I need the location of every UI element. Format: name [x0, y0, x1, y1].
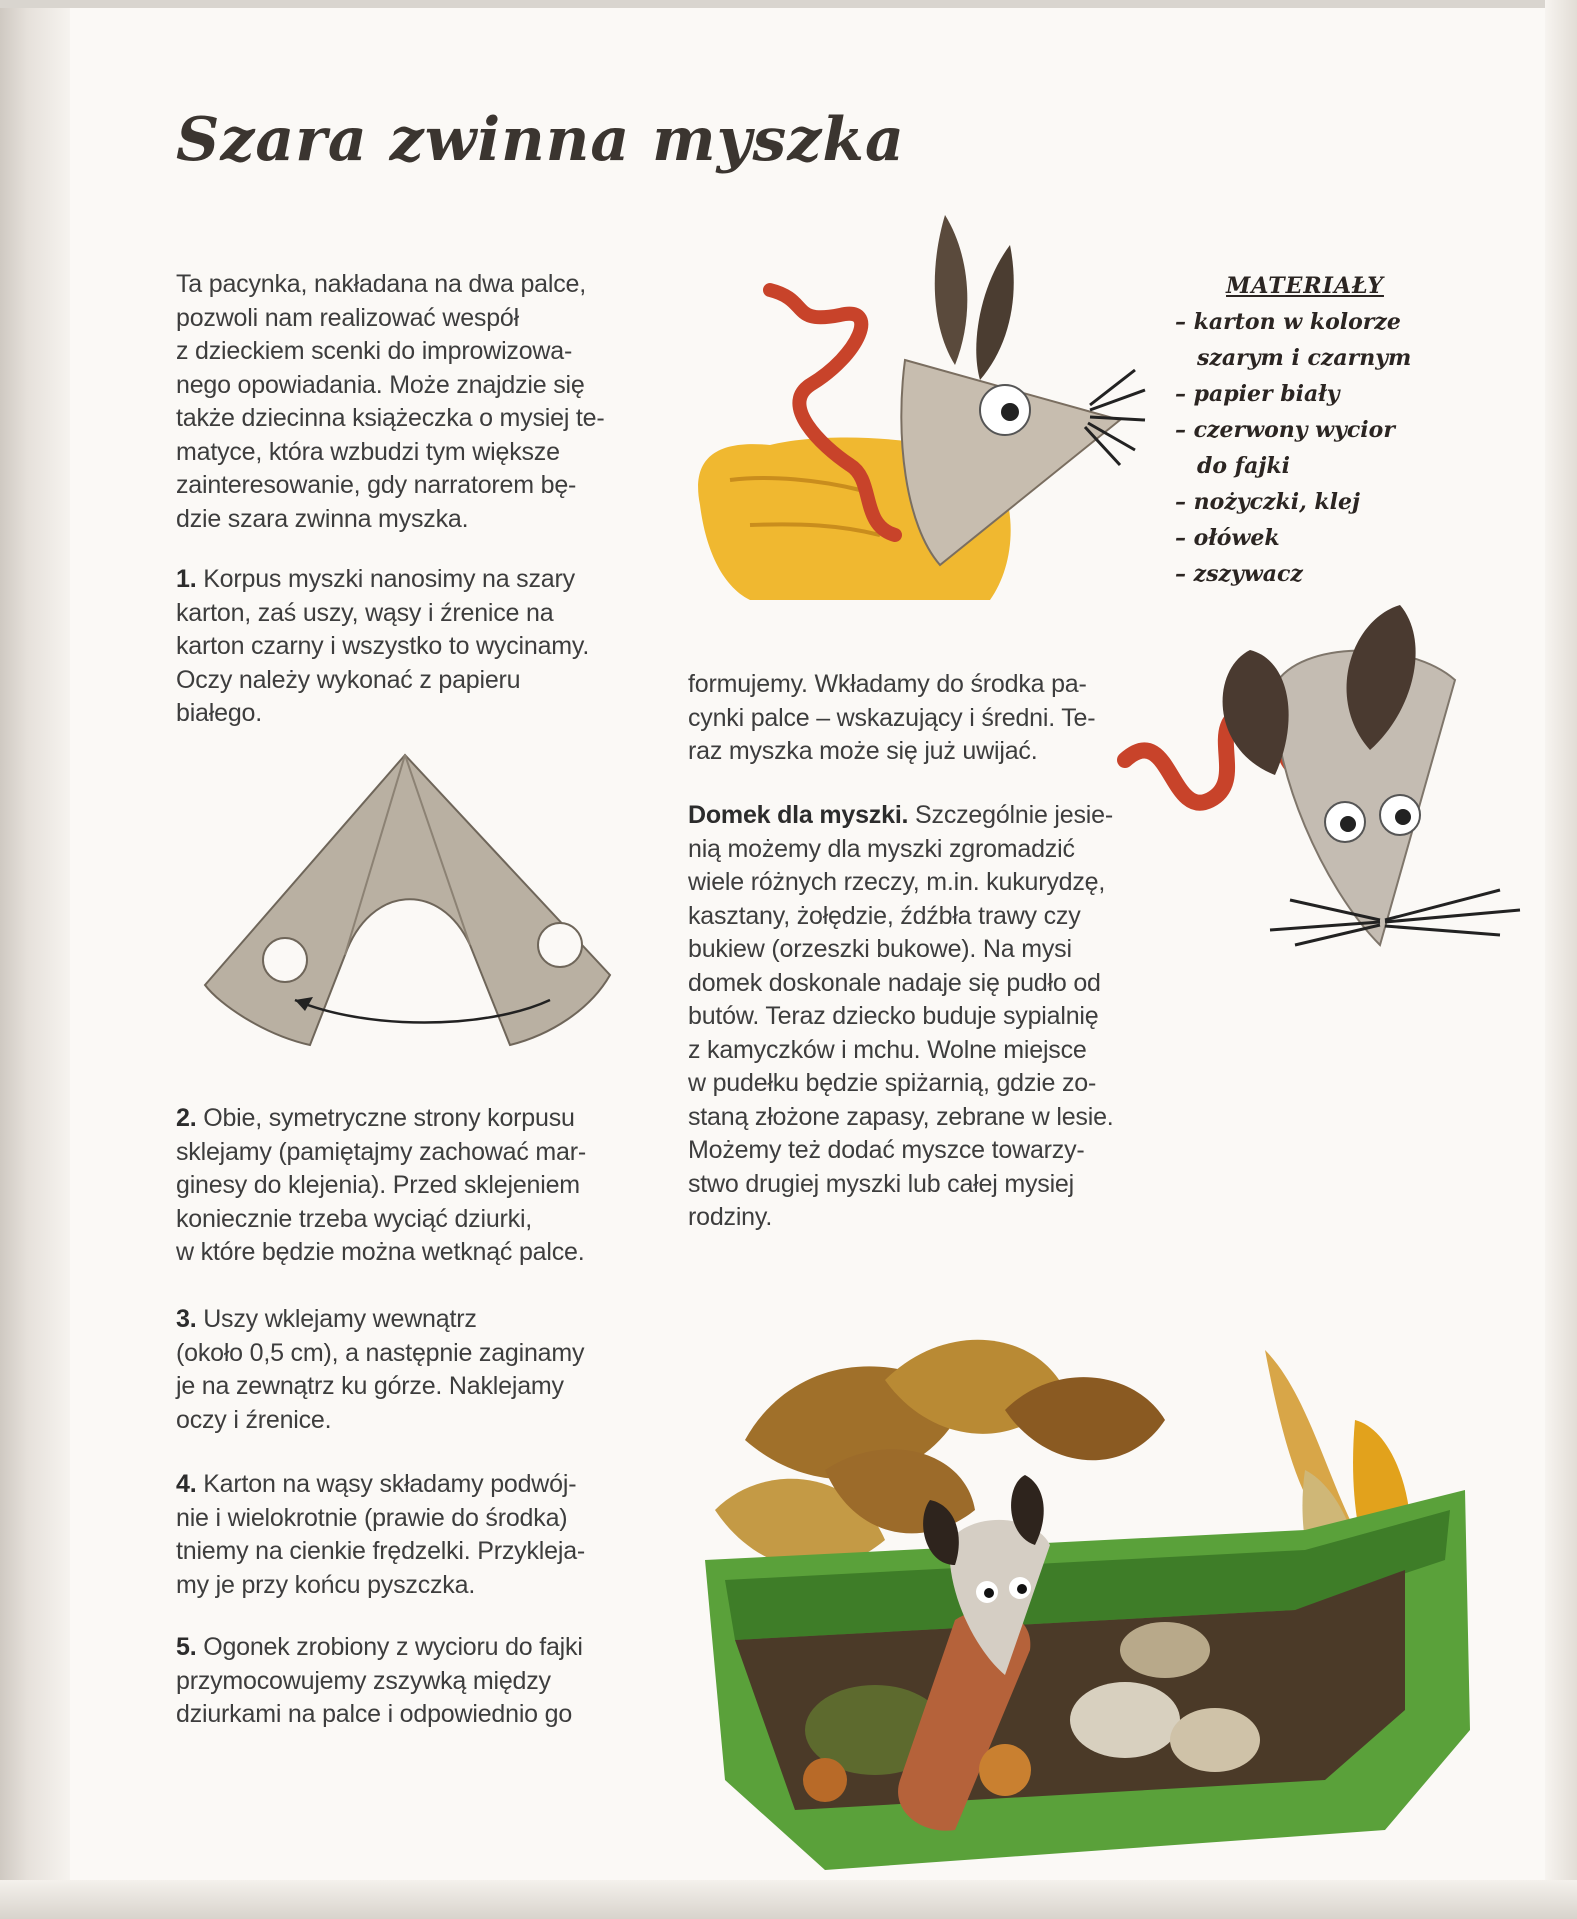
house-line: kasztany, żołędzie, źdźbła trawy czy — [688, 901, 1081, 930]
intro-line: także dziecinna książeczka o mysiej te- — [176, 404, 605, 432]
house-paragraph — [688, 799, 1114, 1235]
house-line: rodziny. — [688, 1203, 773, 1231]
step-line: dziurkami na palce i odpowiednio go — [176, 1700, 573, 1728]
hand-puppet-illustration — [690, 205, 1150, 605]
intro-line: z dzieckiem scenki do improwizowa- — [176, 337, 573, 365]
house-line: staną złożone zapasy, zebrane w lesie. — [688, 1102, 1114, 1131]
step-line: Karton na wąsy składamy podwój- — [203, 1470, 577, 1498]
step-line: białego. — [176, 699, 262, 727]
continuation-line: raz myszka może się już uwijać. — [688, 737, 1038, 765]
step-1 — [176, 563, 589, 731]
step-4 — [176, 1468, 585, 1602]
house-line: bukiew (orzeszki bukowe). Na mysi — [688, 935, 1072, 963]
puppet-ear — [935, 215, 968, 365]
step-number: 3. — [176, 1305, 197, 1333]
continuation-paragraph — [688, 668, 1095, 769]
materials-item: – czerwony wycior — [1175, 417, 1395, 443]
puppet-whiskers — [1085, 370, 1145, 465]
materials-item: do fajki — [1197, 453, 1290, 479]
intro-line: dzie szara zwinna myszka. — [176, 504, 469, 533]
stone — [1070, 1682, 1180, 1758]
house-line: w pudełku będzie spiżarnią, gdzie zo- — [688, 1069, 1097, 1097]
step-line: Uszy wklejamy wewnątrz — [203, 1305, 477, 1333]
box-mouse-pupil — [1017, 1584, 1027, 1594]
step-line: tniemy na cienkie frędzelki. Przykleja- — [176, 1537, 586, 1565]
house-line: butów. Teraz dziecko buduje sypialnię — [688, 1002, 1099, 1030]
house-line: domek doskonale nadaje się pudło od — [688, 968, 1101, 997]
finished-mouse-illustration — [1110, 600, 1540, 960]
house-heading: Domek dla myszki. — [688, 801, 909, 829]
step-line: karton czarny i wszystko to wycinamy. — [176, 632, 590, 660]
step-line: Korpus myszki nanosimy na szary — [203, 565, 575, 593]
materials-item: – karton w kolorze — [1175, 309, 1401, 335]
materials-heading: MATERIAŁY — [1226, 273, 1384, 299]
step-number: 1. — [176, 565, 197, 593]
house-line: stwo drugiej myszki lub całej mysiej — [688, 1169, 1074, 1198]
materials-item: szarym i czarnym — [1197, 345, 1412, 371]
puppet-pupil — [1001, 403, 1019, 421]
step-line: ginesy do klejenia). Przed sklejeniem — [176, 1171, 580, 1199]
stone — [1120, 1622, 1210, 1678]
house-line: Szczególnie jesie- — [908, 801, 1113, 829]
mouse-whiskers — [1270, 890, 1520, 945]
step-line: oczy i źrenice. — [176, 1405, 332, 1434]
page-top-edge — [0, 0, 1577, 8]
step-line: Ogonek zrobiony z wycioru do fajki — [203, 1633, 583, 1661]
intro-line: Ta pacynka, nakładana na dwa palce, — [176, 270, 586, 298]
page-title: Szara zwinna myszka — [176, 105, 905, 175]
step-number: 2. — [176, 1104, 197, 1132]
intro-paragraph — [176, 268, 605, 536]
step-number: 5. — [176, 1633, 197, 1661]
stone — [1170, 1708, 1260, 1772]
step-line: sklejamy (pamiętajmy zachować mar- — [176, 1137, 586, 1166]
house-line: nią możemy dla myszki zgromadzić — [688, 834, 1075, 863]
step-line: koniecznie trzeba wyciąć dziurki, — [176, 1204, 533, 1233]
page-bottom-edge — [0, 1880, 1577, 1919]
chestnut — [803, 1758, 847, 1802]
puppet-ear — [976, 245, 1014, 380]
house-line: Możemy też dodać myszce towarzy- — [688, 1136, 1085, 1164]
step-3 — [176, 1303, 584, 1437]
mouse-pupil — [1340, 816, 1356, 832]
step-line: przymocowujemy zszywką między — [176, 1666, 551, 1695]
box-mouse-pupil — [984, 1588, 994, 1598]
mouse-pupil — [1395, 809, 1411, 825]
step-line: Oczy należy wykonać z papieru — [176, 665, 521, 694]
step-line: w które będzie można wetknąć palce. — [176, 1238, 585, 1266]
step-2 — [176, 1102, 586, 1270]
step-line: nie i wielokrotnie (prawie do środka) — [176, 1503, 568, 1532]
finger-hole — [538, 923, 582, 967]
page-gutter-shadow — [0, 0, 70, 1919]
step-5 — [176, 1631, 583, 1732]
house-line: wiele różnych rzeczy, m.in. kukurydzę, — [688, 868, 1106, 896]
step-line: my je przy końcu pyszczka. — [176, 1570, 476, 1599]
step-number: 4. — [176, 1470, 197, 1498]
cone-template-illustration — [195, 745, 635, 1055]
intro-line: matyce, która wzbudzi tym większe — [176, 437, 560, 466]
finger-hole — [263, 938, 307, 982]
chestnut — [979, 1744, 1031, 1796]
intro-line: pozwoli nam realizować wespół — [176, 303, 519, 332]
mouse-house-photo — [705, 1310, 1495, 1880]
materials-box — [1175, 268, 1412, 592]
continuation-line: cynki palce – wskazujący i średni. Te- — [688, 703, 1096, 732]
materials-item: – zszywacz — [1175, 561, 1303, 587]
step-line: karton, zaś uszy, wąsy i źrenice na — [176, 598, 554, 627]
step-line: je na zewnątrz ku górze. Naklejamy — [176, 1372, 564, 1400]
materials-item: – nożyczki, klej — [1175, 489, 1360, 515]
step-line: Obie, symetryczne strony korpusu — [203, 1104, 575, 1132]
step-line: (około 0,5 cm), a następnie zaginamy — [176, 1338, 585, 1367]
continuation-line: formujemy. Wkładamy do środka pa- — [688, 670, 1087, 698]
house-line: z kamyczków i mchu. Wolne miejsce — [688, 1035, 1087, 1064]
materials-item: – ołówek — [1175, 525, 1280, 551]
intro-line: nego opowiadania. Może znajdzie się — [176, 370, 585, 399]
intro-line: zainteresowanie, gdy narratorem bę- — [176, 471, 577, 499]
materials-item: – papier biały — [1175, 381, 1340, 407]
page-right-edge — [1545, 0, 1577, 1919]
